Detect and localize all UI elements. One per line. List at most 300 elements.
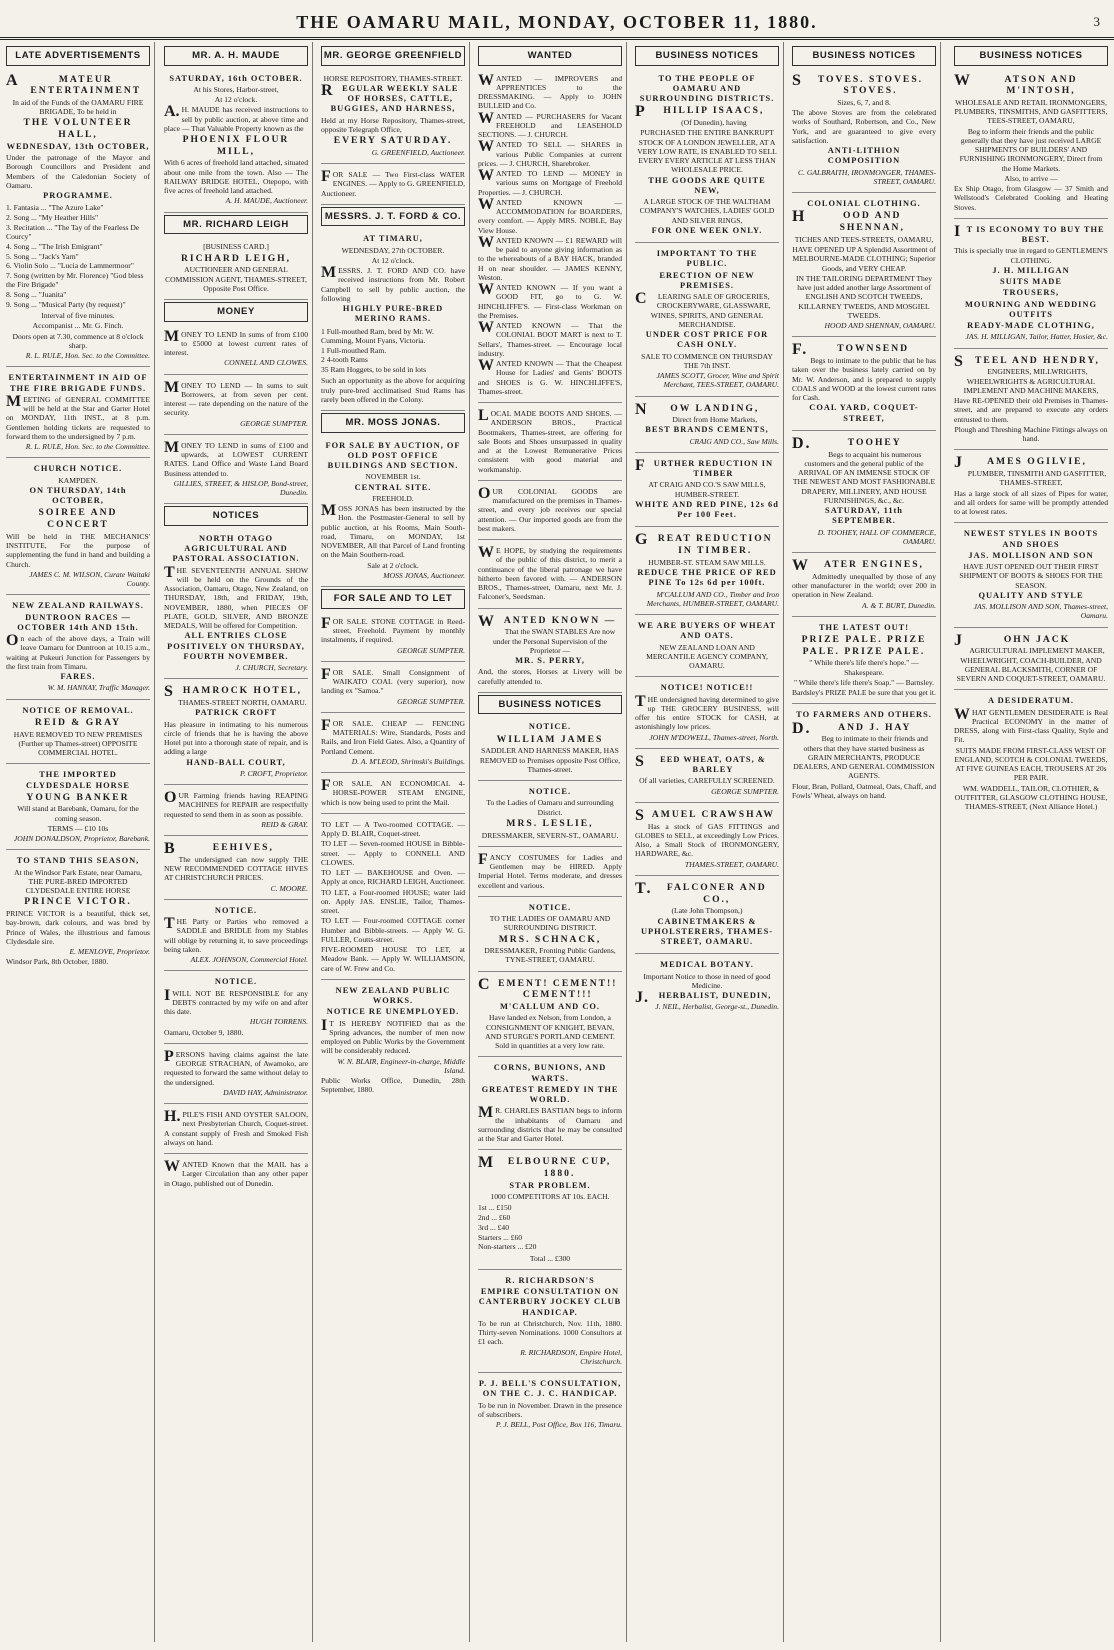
ad-hotel-name: SHAMROCK HOTEL, [164,683,303,701]
ad-body: WE HOPE, by studying the requirements of the public of this district, to merit a continuance of the liberal patronage we have hitherto been favored with. — ANDERSON BROS., Thames-street, Oamaru, next Mr. J. Falconer's, Seedsman. [478,544,622,602]
ad-title: THE IMPORTED CLYDESDALE HORSE [26,770,130,790]
section-heading-late-advertisements: LATE ADVERTISEMENTS [6,46,150,66]
ad-name: PHILLIP ISAACS, [635,103,765,121]
ad-date: ON THURSDAY, 14th OCTOBER, [29,485,127,506]
ad-court: HAND-BALL COURT, [186,757,286,767]
ad-body: DRESSMAKER, SEVERN-ST., OAMARU. [481,830,619,840]
ad-signature: D. TOOHEY, HALL OF COMMERCE, OAMARU. [817,527,936,546]
ad-date: SATURDAY, 11th SEPTEMBER. [825,506,903,526]
ad-maude-auction [164,70,308,213]
ad-body: Will stand at Barebank, Oamaru, for the coming season. [17,804,139,823]
ad-name: D.AND J. HAY [792,719,912,737]
wanted-item: WANTED KNOWN — £1 REWARD will be paid to anyone giving information as to the whereabouts of a BAY HACK, branded H on near shoulder. — JAMES KENNY, Weston. [478,233,622,282]
ad-title: TO FARMERS AND OTHERS. [796,710,932,720]
ad-signature: P. CROFT, Proprietor. [240,768,308,778]
ad-title: BEEHIVES, [164,840,274,858]
ad-title: NOTICE. [214,977,258,987]
ad-great-reduction [635,529,779,615]
section-heading-money: MONEY [164,302,308,322]
ad-body: UNDER COST PRICE FOR CASH ONLY. [645,330,769,350]
ad-date: SALE TO COMMENCE ON THURSDAY THE 7th INST. [641,351,773,370]
list-item: 1 Full-mouthed Ram, bred by Mr. W. Cumming, Mount Fyans, Victoria. [321,326,434,345]
ad-signature: HUGH TORRENS. [249,1017,308,1027]
ad-subtitle: In aid of the Funds of the OAMARU FIRE BRIGADE, To be held in [12,97,144,117]
wanted-item: WANTED KNOWN — If you want a GOOD FIT, go to G. W. HINCHLIFFE'S. — First-class Workman on the Premises. [478,281,622,320]
ad-signature: DAVID HAY, Administrator. [223,1087,308,1097]
ad-prize-pale: PRIZE PALE. PRIZE PALE. PRIZE PALE. [801,634,927,657]
ad-subtitle: WHOLESALE AND RETAIL IRONMONGERS, PLUMBERS, TINSMITHS, AND GASFITTERS, TEES-STREET, OAMARU, [954,97,1108,126]
ad-body: THE SEVENTEENTH ANNUAL SHOW will be held on the Grounds of the Association, Oamaru, Otago, New Zealand, on THURSDAY, 18th, and FRIDAY, 19th, NOVEMBER, 1880, when PIECES OF PLATE, GOLD, SILVER, AND BRONZE MEDALS, Will be offered for Competition. [164,563,308,631]
ad-watches: A LARGE STOCK OF THE WALTHAM COMPANY'S WATCHES, LADIES' GOLD AND SILVER RINGS, [639,197,775,225]
ad-to-let-list [321,816,465,980]
ad-closing: Such an opportunity as the above for acquiring truly pure-bred acclimatised Stud Rams has rarely been offered in the Colony. [321,376,465,404]
ad-title: NORTH OTAGO AGRICULTURAL AND PASTORAL ASSOCIATION. [172,533,300,564]
ad-body: LOCAL MADE BOOTS AND SHOES. — ANDERSON BROS., Practical Bootmakers, Thames-street, are offering for sale Boots and Shoes unsurpassed in quality and at the Lowest Remunerative Prices consistent with good material and workmanship. [478,407,622,474]
ad-mail-circulation [164,1156,308,1194]
ad-entries: ALL ENTRIES CLOSE POSITIVELY ON THURSDAY, FOURTH NOVEMBER. [167,631,305,661]
ad-corns [478,1059,622,1150]
list-item: 2 4-tooth Rams [321,355,368,365]
ad-body: Begs to intimate to the public that he has taken over the business lately carried on by Mr. W. Anderson, and is prepared to supply COALS and WOOD at the lowest current rates for Cash. [792,356,936,403]
programme-item: 8. Song ... "Juanita" [6,290,67,300]
ad-signature: REID & GRAY. [261,819,308,829]
ad-water-engines [792,555,936,617]
ad-terms: TERMS — £10 10s [47,823,109,833]
ad-tail: Plough and Threshing Machine Fittings always on hand. [954,424,1108,444]
ad-title: FURTHER REDUCTION IN TIMBER [635,456,773,479]
ad-body: MONEY TO LEND — In sums to suit Borrowers, at from seven per cent. interest — rate depending on the nature of the security. [164,378,308,418]
ad-title: THE LATEST OUT! [818,622,910,632]
ad-debts-notice [164,973,308,1044]
ad-fancy-costumes [478,849,622,897]
ad-body: WANTED Known that the MAIL has a Larger Circulation than any other paper in Otago, published out of Dunedin. [164,1158,308,1188]
ad-body: H.PILE'S FISH AND OYSTER SALOON, next Presbyterian Church, Coquet-street. A constant supply of Fresh and Smoked Fish always on hand. [164,1108,308,1147]
ad-subtitle: This is specially true in regard to GENTLEMEN'S CLOTHING. [954,246,1108,265]
ad-body: The undersigned can now supply THE NEW RECOMMENDED COTTAGE HIVES AT CHRISTCHURCH PRICES. [164,854,308,883]
ad-goods: THE GOODS ARE QUITE NEW, [648,175,766,195]
section-heading-greenfield: MR. GEORGE GREENFIELD [321,46,465,66]
ad-arrive: Also, to arrive — [1004,173,1058,183]
ad-venue: THE VOLUNTEER HALL, [23,117,133,141]
ad-tailoring: IN THE TAILORING DEPARTMENT They have just added another large Assortment of ENGLISH AND SCOTCH TWEEDS, KILLARNEY TWEEDS, AND MOSGIEL TWEEDS. [795,273,933,320]
ad-items: Flour, Bran, Pollard, Oatmeal, Oats, Chaff, and Fowls' Wheat, always on hand. [792,781,936,800]
ad-title: COLONIAL CLOTHING. [807,199,921,209]
ad-body: To be run at Christchurch, Nov. 11th, 1880. Thirty-seven Nominations. 1000 Consultors at £1 each. [478,1318,622,1347]
ad-signature: J. CHURCH, Secretary. [235,663,308,673]
masthead [0,0,1114,40]
programme-item: 2. Song ... "My Heather Hills" [6,213,99,223]
ad-colonial-goods [478,483,622,540]
ad-week: FOR ONE WEEK ONLY. [651,225,763,235]
ad-signature: JAS. H. MILLIGAN, Tailor, Hatter, Hosier, &c. [965,332,1108,342]
ad-subtitle: NOTICE RE UNEMPLOYED. [326,1007,460,1017]
ad-signature: D. A. M'LEOD, Shrimski's Buildings. [351,756,465,766]
ad-site: CENTRAL SITE. [354,482,432,492]
ad-body: MOSS JONAS has been instructed by the Hon. the Postmaster-General to sell by public auction, at his Rooms, Main South-road, Timaru, on MONDAY, 1st NOVEMBER, All that Parcel of Land fronting on the Main Southern-road. [321,502,465,560]
ad-moss-jonas [321,437,465,588]
section-heading-for-sale: FOR SALE AND TO LET [321,589,465,609]
ad-subtitle: EMPIRE CONSULTATION ON CANTERBURY JOCKEY CLUB HANDICAP. [478,1287,622,1317]
ad-john-jack [954,630,1108,691]
ad-title: P. J. BELL'S CONSULTATION, ON THE C. J. C. HANDICAP. [478,1379,622,1399]
ad-title: NOTICE. [214,905,258,915]
section-heading-leigh: MR. RICHARD LEIGH [164,215,308,235]
ad-name: WATSON AND M'INTOSH, [954,71,1078,97]
wanted-item: WANTED KNOWN — ACCOMMODATION for BOARDERS, every comfort. — Apply MRS. NOBLE, Bay View House. [478,195,622,235]
ad-ships: Ex Ship Otago, from Glasgow — 37 Smith and Wellstood's Celebrated Cooking and Heating Stoves. [954,184,1108,212]
ad-subtitle: That the SWAN STABLES Are now under the Personal Supervision of the Proprietor — [492,627,616,655]
ad-horse-name: YOUNG BANKER [26,791,130,803]
ad-name: MR. S. PERRY, [515,656,585,666]
ad-mrs-schnack [478,899,622,972]
ad-title: IT IS ECONOMY TO BUY THE BEST. [954,222,1105,245]
ad-body: THE undersigned having determined to give up THE GROCERY BUSINESS, will offer his entire STOCK for CASH, at astonishingly low prices. [635,692,779,732]
programme-item: 1. Fantasia ... "The Azure Lake" [6,203,104,213]
ad-signature: THAMES-STREET, OAMARU. [684,859,779,869]
ad-title: ENTERTAINMENT IN AID OF THE FIRE BRIGADE FUNDS. [8,373,148,393]
ad-body-more: With 6 acres of freehold land attached, situated about one mile from the town. Also — The RAILWAY BRIDGE HOTEL, Otepopo, with five acres of freehold land attached. [164,158,308,196]
ad-title: FOR SALE BY AUCTION, OF OLD POST OFFICE BUILDINGS AND SECTION. [325,440,461,471]
ad-proprietor: PATRICK CROFT [195,708,277,718]
ad-property-name: PHOENIX FLOUR MILL, [182,134,290,157]
ad-body: Beg to inform their friends and the public generally that they have just received LARGE SHIPMENTS OF BUILDERS' AND FURNISHING IRONMONGERY, Direct from the Home Markets. [959,126,1103,173]
ad-signature: GEORGE SUMPTER. [711,786,779,796]
ad-body: Beg to intimate to their friends and others that they have started business as GRAIN MERCHANTS, PRODUCE DEALERS, AND GENERAL COMMISSION AGENTS. [793,734,935,781]
ad-signature: GEORGE SUMPTER. [397,645,465,655]
ad-signature: R. L. RULE, Hon. Sec. to the Committee. [25,442,150,452]
to-let-item: FIVE-ROOMED HOUSE TO LET, at Meadow Bank. — Apply W. WILLIAMSON, care of W. Frew and Co. [321,945,465,973]
ad-james-scott [635,245,779,397]
ad-now-landing [635,399,779,453]
ad-falconer [635,878,779,954]
ad-subtitle: DUNTROON RACES — OCTOBER 14th AND 15th. [17,612,139,632]
column-7 [950,42,1112,1642]
ad-day: EVERY SATURDAY. [333,135,453,147]
ad-amateur-entertainment [6,70,150,368]
ad-clearing: CLEARING SALE OF GROCERIES, CROCKERYWARE, GLASSWARE, WINES, SPIRITS, AND GENERAL MERCHANDISE. [635,290,771,329]
ad-title: STOVES. STOVES. STOVES. [792,71,924,97]
ad-body: IWILL NOT BE RESPONSIBLE for any DEBTS contracted by my wife on and after this date. [164,986,308,1017]
ad-wanted-list [478,70,622,404]
ad-name: D.TOOHEY [792,434,902,452]
ad-body: PRINCE VICTOR is a beautiful, thick set, bay-brown, dark colours, and was bred by Prince of Wales, the illustrious and famous Clydesdale sire. [6,909,150,946]
ad-subtitle: Important Notice to those in need of good Medicine. [643,971,771,990]
ad-place: KAMPDEN. [58,475,98,485]
ad-signature: CONNELL AND CLOWES. [224,358,308,368]
ad-trousers: TROUSERS, [1002,288,1060,298]
ad-title: MELBOURNE CUP, 1880. [478,1154,612,1180]
ad-event: SOIREE AND CONCERT [38,507,118,531]
ad-suits: SUITS MADE [1000,277,1062,287]
ad-toohey [792,433,936,553]
ad-body: PURCHASED THE ENTIRE BANKRUPT STOCK OF A LONDON JEWELLER, AT A VERY LOW RATE, IS ENABLED TO SELL EVERY EVERY ARTICLE AT LESS THAN WHOLESALE PRICE. [637,128,777,175]
ad-signature: GEORGE SUMPTER. [397,696,465,706]
ad-townsend [792,339,936,430]
ad-body: OUR Farming friends having REAPING MACHINES for REPAIR are respectfully requested to send them in as soon as possible. [164,789,308,819]
ad-bell-consultation [478,1375,622,1435]
ad-title: A DESIDERATUM. [988,696,1074,706]
ad-body: MONEY TO LEND In sums of from £100 to £5000 at lowest current rates of interest. [164,327,308,358]
ad-desideratum [954,692,1108,817]
ad-title: NOTICE! NOTICE!! [660,683,754,693]
to-let-item: TO LET — Seven-roomed HOUSE in Bibble-street. — Apply to CONNELL AND CLOWES. [321,839,465,867]
ad-money-gillies [164,437,308,505]
ad-date: Public Works Office, Dunedin, 28th September, 1880. [321,1076,465,1095]
column-2 [160,42,313,1642]
ad-body: MONEY TO LEND in sums of £100 and upwards, at LOWEST CURRENT RATES. Land Office and Waste Land Board Business attended to. [164,438,308,478]
ad-church-notice [6,460,150,595]
ad-for-sale-engine [321,775,465,814]
ad-suits: SUITS MADE FROM FIRST-CLASS WEST OF ENGLAND, SCOTCH & COLONIAL TWEEDS, AT FIVE GUINEAS EACH, TROUSERS AT 20s PER PAIR. [954,745,1108,783]
ad-signature: P. J. BELL, Post Office, Box 116, Timaru. [495,1420,622,1430]
ad-title: NOTICE OF REMOVAL. [22,705,134,715]
ad-signature: CRAIG AND CO., Saw Mills. [689,436,779,446]
programme-item: 9. Song ... "Musical Party (by request)" [6,299,126,309]
ad-title: TO STAND THIS SEASON, [16,856,140,866]
ad-shamrock-hotel [164,681,308,785]
ad-subtitle: Direct from Home Markets, [672,415,758,425]
ad-william-james [478,718,622,781]
ad-horse-name: PRINCE VICTOR. [24,896,132,908]
ad-body: PERSONS having claims against the late GEORGE STRACHAN, of Awamoko, are requested to forward the same without delay to the undersigned. [164,1047,308,1087]
ad-title: NOTICE. [528,902,572,912]
ad-date: NOVEMBER 1st. [365,472,421,482]
ad-name: T.FALCONER AND CO., [635,879,767,905]
ad-signature: NEW ZEALAND LOAN AND MERCANTILE AGENCY COMPANY, OAMARU. [646,642,768,671]
ad-title: NEW ZEALAND PUBLIC WORKS. [335,985,451,1006]
ad-body: HAVE JUST OPENED OUT THEIR FIRST SHIPMENT OF BOOTS & SHOES FOR THE SEASON. [959,562,1103,590]
ad-title: WANTED KNOWN — [478,612,617,630]
ad-signature: W. N. BLAIR, Engineer-in-charge, Middle Island. [337,1056,465,1075]
column-5 [631,42,784,1642]
ad-melbourne-cup [478,1152,622,1269]
ad-body: The above Stoves are from the celebrated works of Southard, Robertson, and Co., New York, and are guaranteed to give every satisfaction. [792,108,936,145]
ad-body: FOR SALE — Two First-class WATER ENGINES. — Apply to G. GREENFIELD, Auctioneer. [321,168,465,198]
doors-open: Doors open at 7.30, commence at 8 o'clock sharp. [12,331,144,350]
list-item: 1 Full-mouthed Ram. [321,345,387,355]
ad-title: R. RICHARDSON'S [505,1275,595,1285]
ad-name: JAMES OGILVIE, [954,454,1087,472]
ad-mollison-boots [954,525,1108,627]
ad-body: DRESSMAKER, Fronting Public Gardens, TYNE-STREET, OAMARU. [484,946,616,965]
ad-reaping-machines [164,787,308,836]
ad-wheat-oats [635,617,779,677]
ad-we-hope [478,542,622,609]
section-heading-business-notices: BUSINESS NOTICES [954,46,1108,66]
column-1 [2,42,155,1642]
ad-date: Oamaru, October 9, 1880. [164,1027,244,1037]
ad-body: A.H. MAUDE has received instructions to sell by public auction, at above time and place — That Valuable Property known as the [164,103,308,133]
ad-crawshaw [635,805,779,876]
ad-money-connell [164,326,308,375]
ad-subtitle: THAMES-STREET NORTH, OAMARU. [178,698,307,708]
accompanist: Accompanist ... Mr. G. Finch. [32,321,124,331]
ad-water-engines-sale [321,166,465,205]
ad-signature: G. GREENFIELD, Auctioneer. [371,147,465,157]
ad-body: AGRICULTURAL IMPLEMENT MAKER, WHEELWRIGHT, COACH-BUILDER, AND GENERAL BLACKSMITH, CORNER OF SEVERN AND COQUET-STREET, OAMARU. [956,646,1106,684]
ad-swan-stables [478,611,622,693]
to-let-item: TO LET, a Four-roomed HOUSE; water laid on. Apply JAS. ENSLIE, Tailor, Thames-street. [321,887,465,916]
ad-saddle-notice [164,902,308,972]
ad-signature: JOHN DONALDSON, Proprietor, Barebank. [13,834,150,844]
ad-signature: HOOD AND SHENNAN, OAMARU. [824,321,936,331]
ad-price: REDUCE THE PRICE OF RED PINE To 12s 6d per 100ft. [637,568,777,588]
ad-signature: JAS. MOLLISON AND SON, Thames-street, Oamaru. [973,602,1108,621]
ad-body: To be run in November. Drawn in the presence of subscribers. [478,1400,622,1419]
ad-title: AMATEUR ENTERTAINMENT [6,71,142,97]
ad-body: MR. CHARLES BASTIAN begs to inform the inhabitants of Oamaru and surrounding districts that he may be consulted at the Star and Garter Hotel. [478,1104,622,1144]
ad-local-boots [478,405,622,481]
ad-body: FOR SALE. Small Consignment of WAIKATO COAL (very superior), now landing ex "Samoa." [321,665,465,696]
ad-body: IT IS HEREBY NOTIFIED that as the Spring advances, the number of men now employed on Public Works by the Government will be considerably reduced. [321,1016,465,1056]
ad-signature: JAMES C. M. WILSON, Curate Waitaki County. [29,569,150,589]
ad-seed-wheat [635,751,779,803]
ad-body: AUCTIONEER AND GENERAL COMMISSION AGENT, THAMES-STREET, Opposite Post Office. [165,265,307,293]
prize-item: Starters ... £60 [478,1232,523,1242]
wanted-item: WANTED KNOWN — That the COLONIAL BOOT MART is next to T. Sellars', Thames-street. — Encourage local industry. [478,319,622,358]
ad-subtitle: To the Ladies of Oamaru and surrounding District. [486,798,614,817]
ad-ready-made: READY-MADE CLOTHING, [967,321,1095,331]
ad-body-more: Have RE-OPENED their old Premises in Thames-street, and are prepared to execute any orders entrusted to them. [954,396,1108,424]
ad-place: At his Stores, Harbor-street, [193,84,279,94]
ad-grocery-notice [635,679,779,749]
ad-subtitle: (Of Dunedin), having [681,118,747,128]
ad-fire-brigade-meeting [6,369,150,458]
ad-body: HUMBER-ST. STEAM SAW MILLS. [648,557,766,567]
ad-body: FOR SALE. AN ECONOMICAL 4-HORSE-POWER STEAM ENGINE, which is now being used to print the Mail. [321,777,465,807]
ad-body: HAVE OPENED UP A Splendid Assortment of MELBOURNE-MADE CLOTHING; Superior Goods, and VERY CHEAP. [792,245,936,273]
ad-body: SADDLER AND HARNESS MAKER, HAS REMOVED to Premises opposite Post Office, Thames-street. [479,746,621,774]
ad-name: J.HERBALIST, DUNEDIN, [635,989,772,1006]
ad-cement [478,974,622,1058]
ad-signature: GEORGE SUMPTER. [240,418,308,428]
ad-steel-hendry [954,351,1108,451]
ad-name: WILLIAM JAMES [496,733,604,745]
ad-signature: C. GALBRAITH, IRONMONGER, THAMES-STREET, OAMARU. [798,167,936,186]
ad-body: FOR SALE. CHEAP — FENCING MATERIALS: Wire, Standards, Posts and Rails, and Iron Field Gates. Also, a Quantity of Portland Cement. [321,716,465,756]
ad-body: Will be held in THE MECHANICS' INSTITUTE, For the purpose of supplementing the fund in hand and building a Church. [6,531,150,569]
ad-for-sale-coal [321,664,465,713]
ad-title: NEW ZEALAND RAILWAYS. [12,601,144,611]
ad-firm-name: REID & GRAY [34,716,122,728]
ad-name: SAMUEL CRAWSHAW [635,806,776,824]
ad-body: Has a stock of GAS FITTINGS and GLOBES to SELL, at exceedingly Low Prices. Also, a Small Stock of IRONMONGERY, HARDWARE, &c. [635,821,779,859]
ad-body: Have landed ex Nelson, from London, a CONSIGNMENT OF KNIGHT, BEVAN, AND STURGE'S PORTLAND CEMENT. Sold in quantities at a very low rate. [485,1013,615,1051]
ad-railways [6,597,150,699]
ad-subtitle: PLUMBER, TINSMITH AND GASFITTER, THAMES-STREET, [967,469,1107,488]
programme-item: 4. Song ... "The Irish Emigrant" [6,241,103,251]
column-6 [788,42,941,1642]
ad-fish-saloon [164,1106,308,1154]
ad-freehold: FREEHOLD. [372,493,414,503]
ad-money-sumpter [164,377,308,435]
ad-body: CABINETMAKERS & UPHOLSTERERS, THAMES-STREET, OAMARU. [640,916,774,946]
list-item: 35 Ram Hoggets, to be sold in lots [321,365,427,375]
ad-signature: M'CALLUM AND CO., Timber and Iron Merchants, HUMBER-STREET, OAMARU. [646,589,779,608]
ad-body: MESSRS. J. T. FORD AND CO. have received instructions from Mr. Robert Campbell to sell by public auction, the following [321,264,465,303]
programme-item: 6. Violin Solo ... "Lucia de Lammermoor" [6,261,134,271]
prize-item: 2nd ... £60 [478,1213,511,1223]
prize-total: Total ... £300 [529,1253,571,1263]
ram-list [321,327,465,375]
ad-for-sale-fencing [321,715,465,773]
ad-subtitle: At the Windsor Park Estate, near Oamaru, THE PURE-BRED IMPORTED CLYDESDALE ENTIRE HORSE [14,867,142,896]
ad-ogilvie [954,452,1108,523]
ad-body: Bardsley's PRIZE PALE be sure that you get it. [792,688,936,698]
ad-richard-leigh [164,238,308,300]
ad-time: At 12 o'clock. [214,95,258,105]
ad-subtitle: [BUSINESS CARD.] [203,242,269,252]
ad-title: REGULAR WEEKLY SALE OF HORSES, CATTLE, BUGGIES, AND HARNESS, [321,81,459,114]
ad-title: CHURCH NOTICE. [33,464,123,474]
ad-greenfield-sale [321,70,465,164]
page-number: 3 [1093,14,1100,29]
ad-place: AT TIMARU, [363,234,423,244]
ad-medical-botany [635,956,779,1017]
ad-public-works [321,982,465,1101]
ad-body: HAVE REMOVED TO NEW PREMISES (Further up Thames-street) OPPOSITE COMMERCIAL HOTEL. [13,729,143,757]
ad-title: IMPORTANT TO THE PUBLIC. [656,249,758,269]
ad-body: FANCY COSTUMES for Ladies and Gentlemen may be HIRED. Apply Imperial Hotel. Terms moderate, and dresses excellent and various. [478,850,622,890]
wanted-item: WANTED — PURCHASERS for Vacant FREEHOLD and LEASEHOLD SECTIONS. — J. CHURCH. [478,109,622,140]
ad-quote: " While there's life there's Soap." — Barnsley. [793,677,935,687]
ad-date: WEDNESDAY, 13th OCTOBER, [6,141,150,151]
fares-heading: FARES. [60,672,96,682]
wanted-item: WANTED — IMPROVERS and APPRENTICES to the DRESSMAKING. — Apply to JOHN BULLEID and Co. [478,71,622,111]
ad-quote: " While there's life there's hope." — Shakespeare. [809,658,919,677]
section-heading-maude: MR. A. H. MAUDE [164,46,308,66]
ad-quality: QUALITY AND STYLE [978,590,1084,600]
ad-name: MRS. SCHNACK, [498,933,602,945]
prize-item: 1st ... £150 [478,1203,512,1213]
wanted-item: WANTED KNOWN — That the Cheapest House for Ladies' and Gents' BOOTS and SHOES is G. W. HINCHLIFFE'S, Thames-street. [478,357,622,396]
ad-signature: E. MENLOVE, Proprietor. [69,947,150,957]
ad-signature: R. L. RULE, Hon. Sec. to the Committee. [25,351,150,361]
ad-signature: ALEX. JOHNSON, Commercial Hotel. [190,955,308,965]
column-4 [474,42,627,1642]
ad-body: And, the stores, Horses at Livery will be carefully attended to. [478,667,622,686]
ad-signature: JOHN M'DOWELL, Thames-street, North. [649,732,779,742]
ad-name: HOOD AND SHENNAN, [792,208,905,234]
ad-subtitle: TICHES AND TEES-STREETS, OAMARU, [794,234,934,244]
ad-signature: J. NEIL, Herbalist, George-st., Dunedin. [655,1002,779,1012]
ad-signature: WM. WADDELL, TAILOR, CLOTHIER, & OUTFITTER, GLASGOW CLOTHING HOUSE, THAMES-STREET, (Next Alliance Hotel.) [954,783,1108,812]
column-3 [317,42,470,1642]
ad-subtitle: (Late John Thompson,) [671,906,743,916]
programme-item: 7. Song (written by Mr. Florence) "God bless the Fire Brigade" [6,271,144,290]
ad-name: JOHN JACK [954,631,1071,649]
prize-list [478,1203,622,1251]
to-let-item: TO LET — BAKEHOUSE and Oven. — Apply at once, RICHARD LEIGH, Auctioneer. [321,868,465,887]
prize-item: Non-starters ... £20 [478,1242,537,1252]
ad-strachan-claims [164,1046,308,1104]
section-heading-business-notices: BUSINESS NOTICES [792,46,936,66]
ad-anti-lithion: ANTI-LITHION COMPOSITION [827,146,901,166]
ad-body: OUR COLONIAL GOODS are manufactured on the premises in Thames-street, and every job receives our special attention. — Our imported goods are from the best makers. [478,484,622,533]
ad-body: BEST BRANDS CEMENTS, [645,425,769,435]
ad-prince-victor [6,852,150,972]
to-let-item: TO LET — A Two-roomed COTTAGE. — Apply D. BLAIR, Coquet-street. [321,819,465,839]
ad-signature: A. & T. BURT, Dunedin. [862,600,936,610]
wanted-item: WANTED TO SELL — SHARES in various Public Companies at current prices. — J. CHURCH, Sharebroker. [478,138,622,168]
ad-subtitle: GREATEST REMEDY IN THE WORLD. [481,1084,619,1105]
ad-beehives [164,838,308,900]
ad-name: MRS. LESLIE, [506,817,594,829]
ad-body: 1000 COMPETITORS AT 10s. EACH. [490,1192,610,1202]
newspaper-title: THE OAMARU MAIL, MONDAY, OCTOBER 11, 1880. [296,12,818,32]
ad-subtitle: Sizes, 6, 7, and 8. [837,97,891,107]
ad-title: MEDICAL BOTANY. [660,960,754,970]
